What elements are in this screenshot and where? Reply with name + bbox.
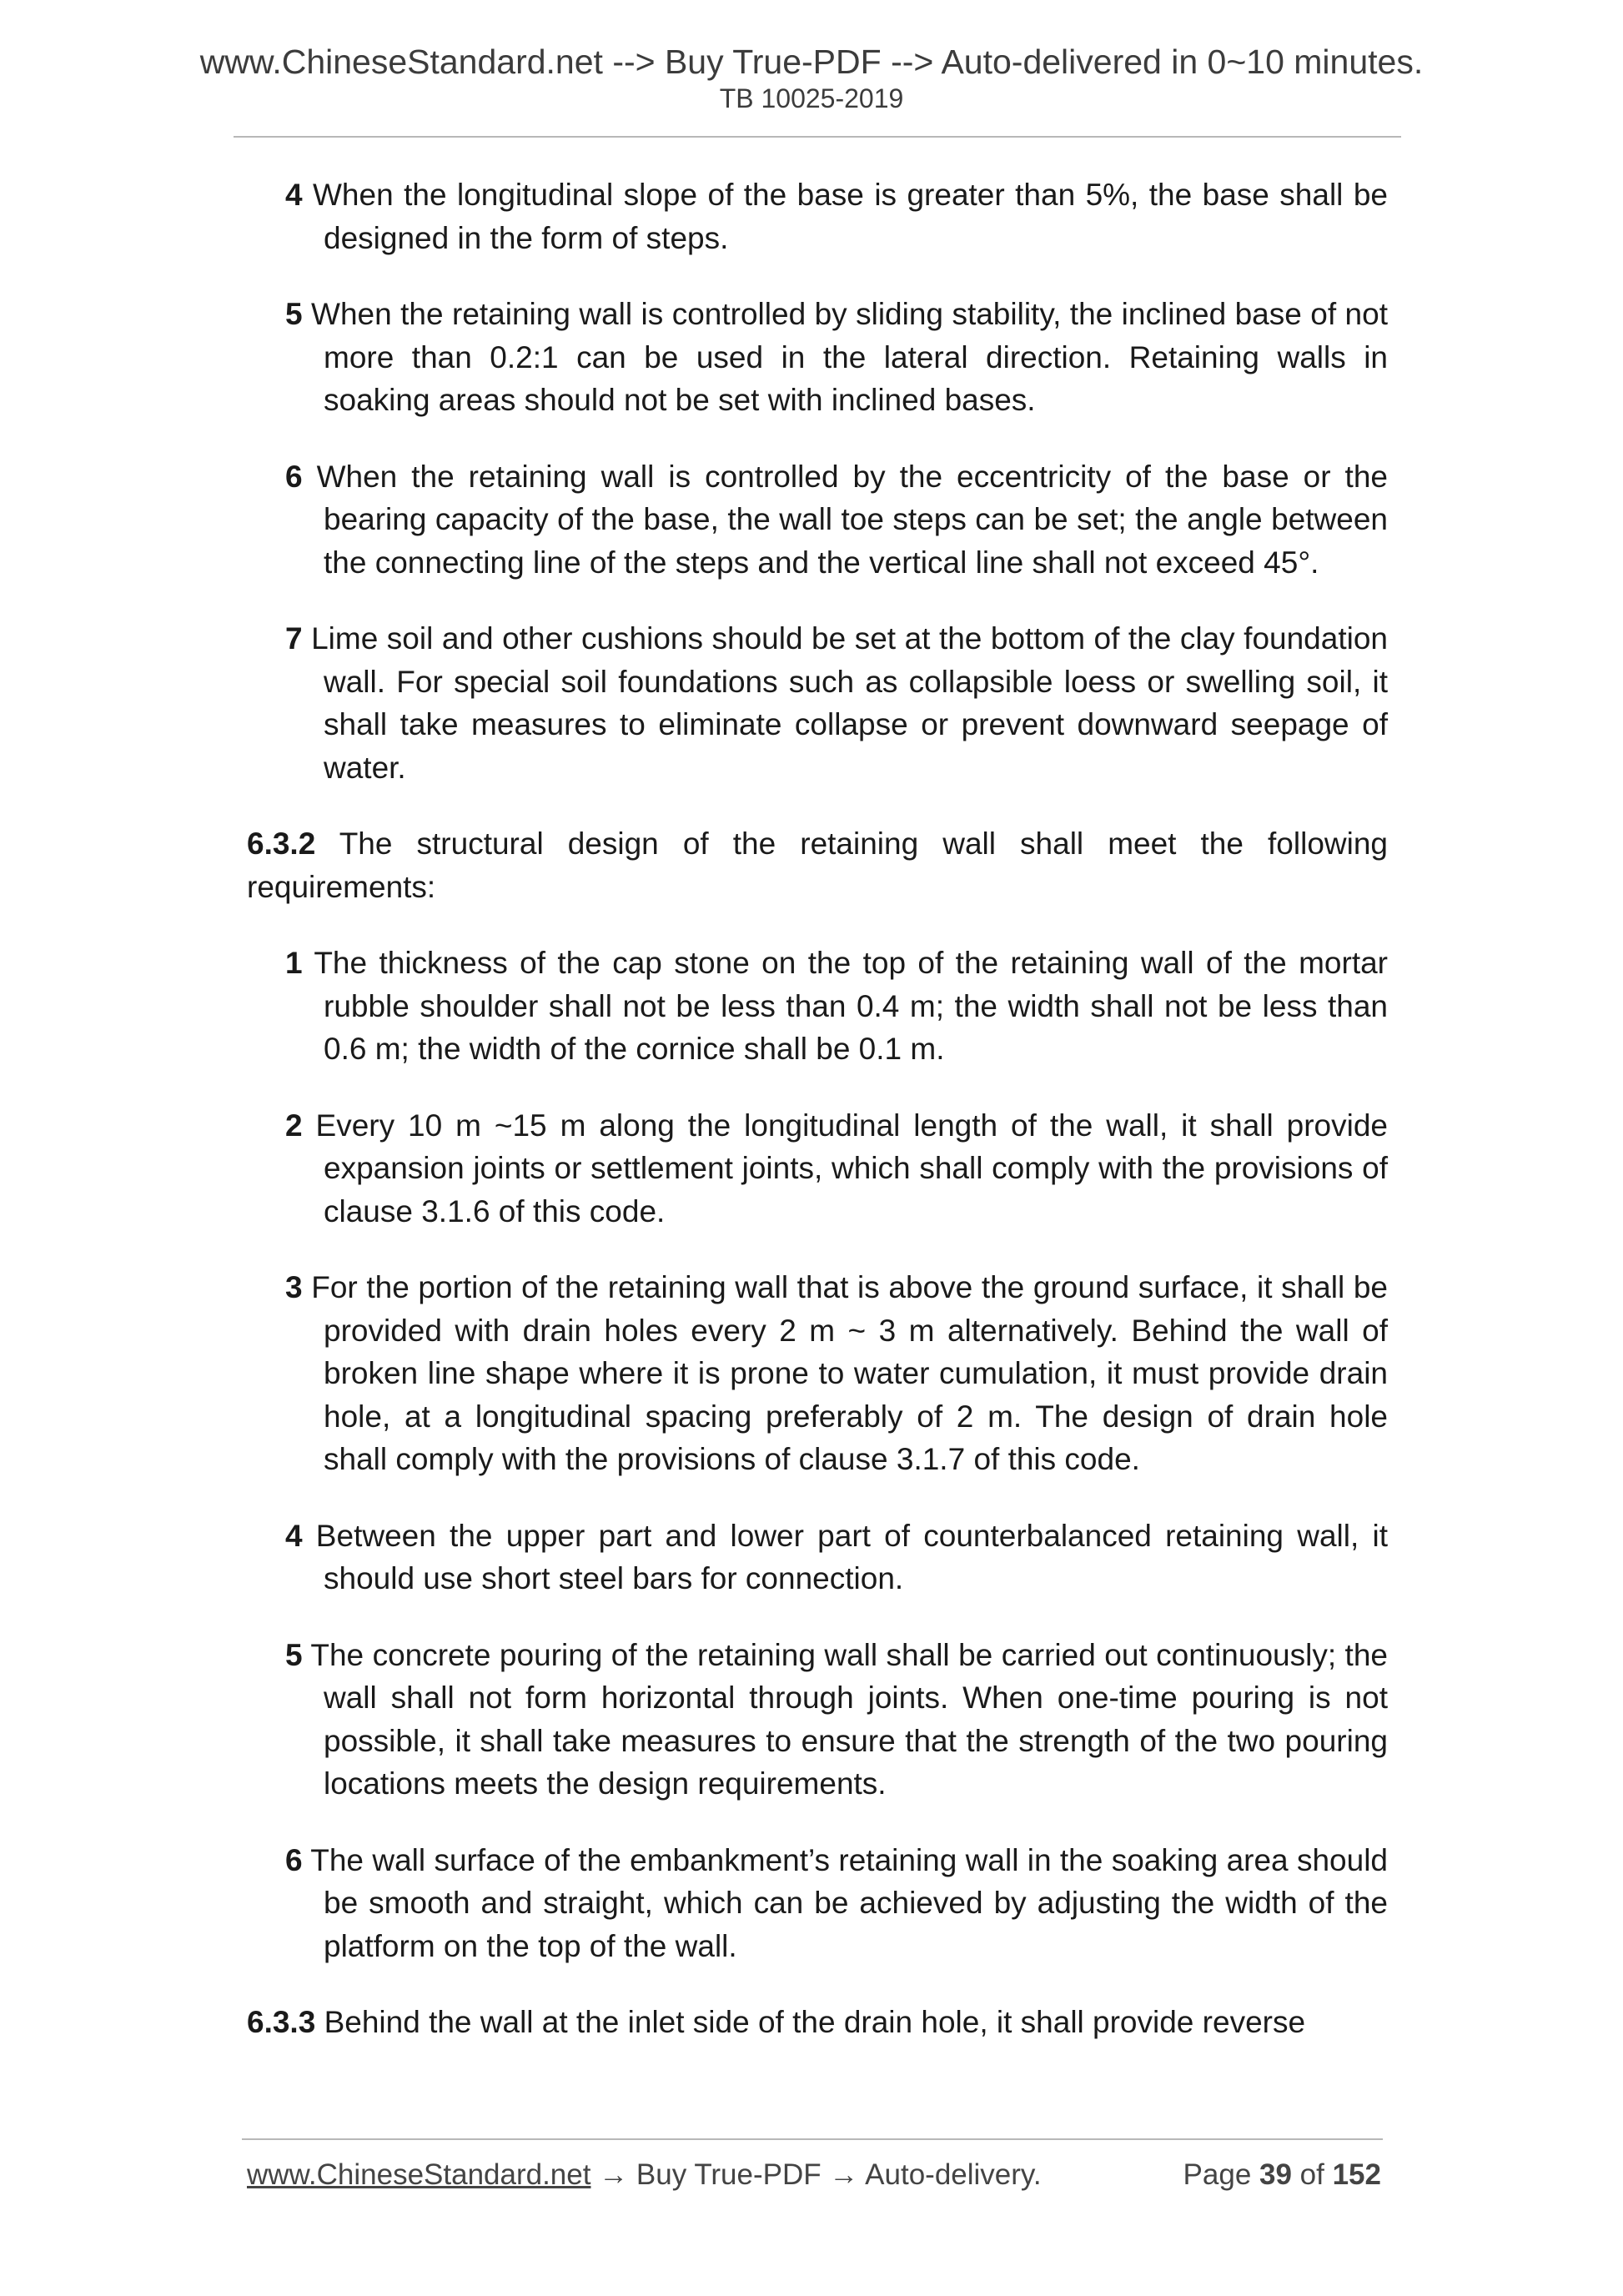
item-number: 5 bbox=[285, 297, 303, 331]
clause-number: 6.3.3 bbox=[247, 2005, 316, 2039]
item-number: 6 bbox=[285, 459, 303, 494]
list-item bbox=[247, 1634, 1388, 1806]
document-id: TB 10025-2019 bbox=[719, 83, 904, 113]
clause-text: The structural design of the retaining wall shall meet the following requirements: bbox=[247, 826, 1388, 904]
clause-6-3-2 bbox=[247, 822, 1388, 908]
item-number: 6 bbox=[285, 1842, 303, 1877]
page-of-label: of bbox=[1291, 2158, 1333, 2191]
item-number: 1 bbox=[285, 946, 303, 980]
list-item bbox=[247, 942, 1388, 1071]
list-item bbox=[247, 1515, 1388, 1600]
list-item bbox=[247, 617, 1388, 789]
item-text: The thickness of the cap stone on the top of the retaining wall of the mortar rubble shoulder shall not be less than 0.4 m; the width shall not be less than 0.6 m; the width of the cornice shall be 0.1 m. bbox=[302, 946, 1388, 1066]
item-text: The wall surface of the embankment’s retaining wall in the soaking area should be smooth and straight, which can be achieved by adjusting the width of the platform on the top of the wall. bbox=[302, 1842, 1388, 1963]
item-text: The concrete pouring of the retaining wall shall be carried out continuously; the wall shall not form horizontal through joints. When one-time pouring is not possible, it shall take measures to ensure that the strength of the two pouring locations meets the design requirements. bbox=[302, 1637, 1388, 1801]
footer-site-link[interactable]: www.ChineseStandard.net bbox=[247, 2158, 591, 2191]
page-indicator bbox=[1183, 2158, 1381, 2192]
item-text: Between the upper part and lower part of counterbalanced retaining wall, it should use short steel bars for connection. bbox=[302, 1518, 1388, 1595]
item-text: When the retaining wall is controlled by sliding stability, the inclined base of not more than 0.2:1 can be used in the lateral direction. Retaining walls in soaking areas should not be set with inclined bases. bbox=[302, 297, 1388, 417]
item-text: When the retaining wall is controlled by the eccentricity of the base or the bearing capacity of the base, the wall toe steps can be set; the angle between the connecting line of the steps and the vertical line shall not exceed 45°. bbox=[302, 459, 1388, 580]
list-item bbox=[247, 455, 1388, 585]
footer-divider bbox=[242, 2138, 1383, 2140]
list-item bbox=[247, 1104, 1388, 1233]
footer-tagline: → Buy True-PDF → Auto-delivery. bbox=[590, 2158, 1042, 2191]
clause-6-3-3 bbox=[247, 2001, 1388, 2044]
list-item bbox=[247, 293, 1388, 422]
item-number: 2 bbox=[285, 1108, 303, 1143]
item-text: When the longitudinal slope of the base is greater than 5%, the base shall be designed in the form of steps. bbox=[302, 178, 1388, 255]
item-number: 5 bbox=[285, 1637, 303, 1672]
page-total: 152 bbox=[1332, 2158, 1381, 2191]
page-footer bbox=[247, 2158, 1381, 2192]
item-number: 4 bbox=[285, 178, 303, 212]
item-number: 4 bbox=[285, 1518, 303, 1553]
page-body bbox=[247, 173, 1388, 2077]
list-item bbox=[247, 1839, 1388, 1968]
page-number: 39 bbox=[1259, 2158, 1292, 2191]
site-banner: www.ChineseStandard.net --> Buy True-PDF --> Auto-delivered in 0~10 minutes. bbox=[199, 43, 1424, 81]
list-item bbox=[247, 173, 1388, 259]
header-divider bbox=[234, 136, 1401, 138]
item-text: Every 10 m ~15 m along the longitudinal length of the wall, it shall provide expansion joints or settlement joints, which shall comply with the provisions of clause 3.1.6 of this code. bbox=[302, 1108, 1388, 1228]
page-label: Page bbox=[1183, 2158, 1260, 2191]
item-text: For the portion of the retaining wall that is above the ground surface, it shall be provided with drain holes every 2 m ~ 3 m alternatively. Behind the wall of broken line shape where it is prone to water cumulation, it must provide drain hole, at a longitudinal spacing preferably of 2 m. The design of drain hole shall comply with the provisions of clause 3.1.7 of this code. bbox=[302, 1270, 1388, 1476]
list-item bbox=[247, 1266, 1388, 1481]
clause-number: 6.3.2 bbox=[247, 826, 316, 861]
clause-text: Behind the wall at the inlet side of the drain hole, it shall provide reverse bbox=[315, 2005, 1306, 2039]
item-number: 7 bbox=[285, 621, 303, 656]
item-number: 3 bbox=[285, 1270, 303, 1304]
item-text: Lime soil and other cushions should be set at the bottom of the clay foundation wall. For special soil foundations such as collapsible loess or swelling soil, it shall take measures to eliminate collapse or prevent downward seepage of water. bbox=[302, 621, 1388, 785]
